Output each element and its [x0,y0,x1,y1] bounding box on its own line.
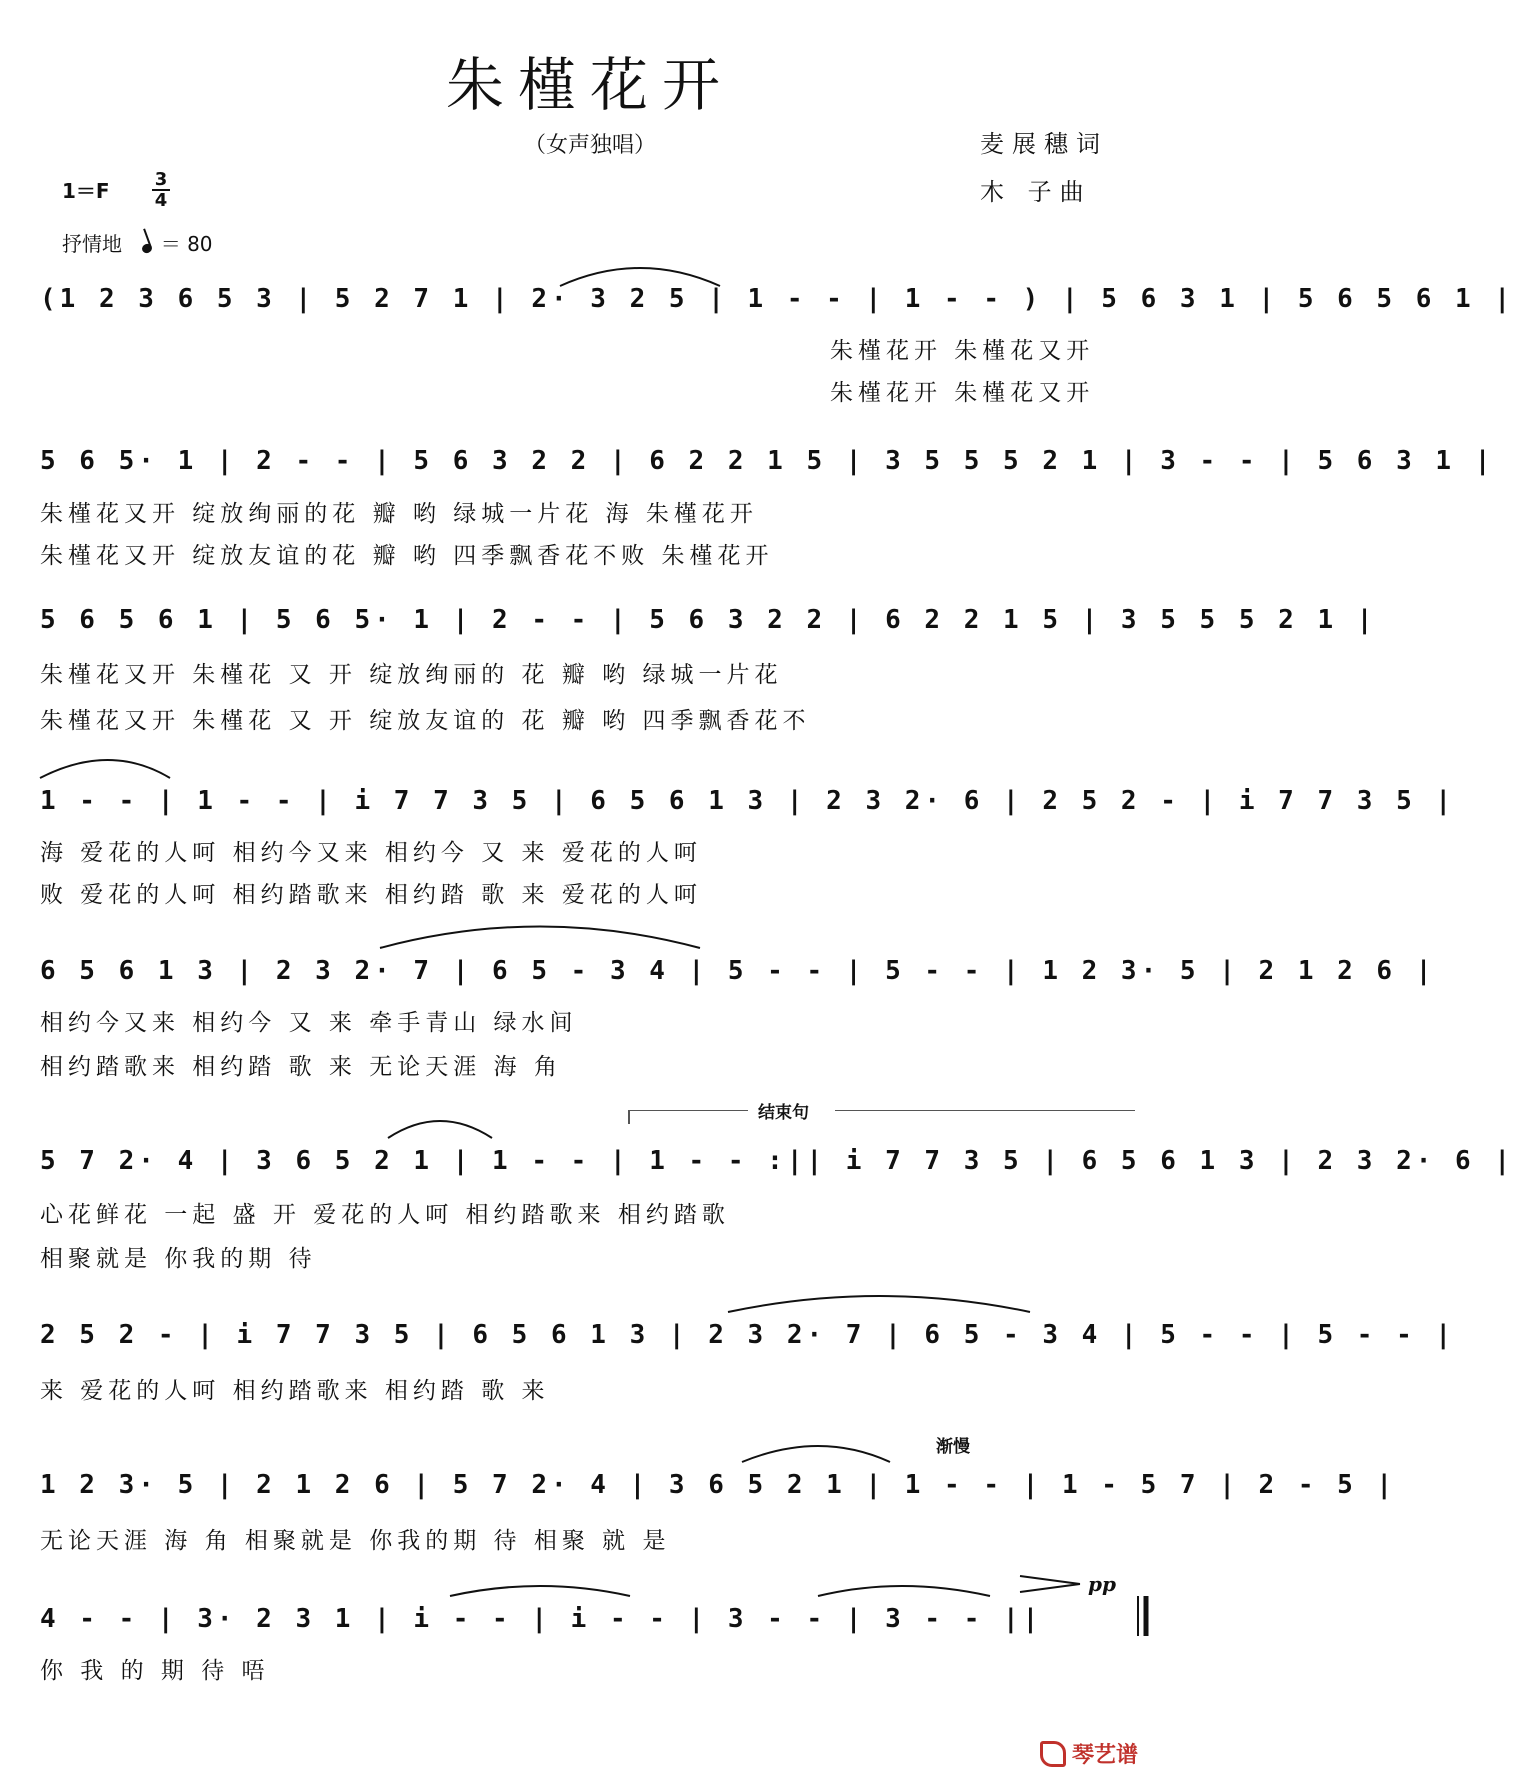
slur-system-4 [40,760,170,778]
system-4-lyric-2: 败 爱花的人呵 相约踏歌来 相约踏 歌 来 爱花的人呵 [40,882,702,908]
system-1-notes: (1 2 3 6 5 3 | 5 2 7 1 | 2· 3 2 5 | 1 - - | 1 - - ) | 5 6 3 1 | 5 6 5 6 1 | [40,284,1514,314]
tempo-expression: 抒情地 [62,232,122,256]
system-4-lyric-1: 海 爱花的人呵 相约今又来 相约今 又 来 爱花的人呵 [40,840,702,866]
system-6-lyric-2: 相聚就是 你我的期 待 [40,1246,317,1272]
slur-system-6 [388,1121,492,1138]
system-1-lyric-1: 朱槿花开 朱槿花又开 [830,338,1095,364]
tie-system-9-b [818,1586,990,1596]
system-9-lyric-1: 你 我 的 期 待 唔 [40,1658,270,1684]
time-signature-top: 3 [154,169,168,190]
system-5-lyric-2: 相约踏歌来 相约踏 歌 来 无论天涯 海 角 [40,1054,562,1080]
subtitle: （女声独唱） [523,133,656,158]
qinyipu-logo-icon [1040,1741,1066,1767]
system-2-lyric-1: 朱槿花又开 绽放绚丽的花 瓣 哟 绿城一片花 海 朱槿花开 [40,501,758,527]
system-3-lyric-1: 朱槿花又开 朱槿花 又 开 绽放绚丽的 花 瓣 哟 绿城一片花 [40,662,783,688]
slur-intro [560,268,720,286]
page-title: 朱槿花开 [445,51,734,119]
slur-system-7 [728,1296,1030,1312]
composer: 木 子曲 [980,178,1092,206]
tie-system-9-a [450,1586,630,1596]
system-2-lyric-2: 朱槿花又开 绽放友谊的花 瓣 哟 四季飘香花不败 朱槿花开 [40,543,774,569]
system-5-lyric-1: 相约今又来 相约今 又 来 牵手青山 绿水间 [40,1010,578,1036]
system-9-notes: 4 - - | 3· 2 3 1 | i - - | i - - | 3 - - | 3 - - || [40,1604,1043,1634]
system-3-notes: 5 6 5 6 1 | 5 6 5· 1 | 2 - - | 5 6 3 2 2 | 6 2 2 1 5 | 3 5 5 5 2 1 | [40,605,1377,635]
key-signature: 1＝F [62,179,110,203]
system-6-notes: 5 7 2· 4 | 3 6 5 2 1 | 1 - - | 1 - - :|| i 7 7 3 5 | 6 5 6 1 3 | 2 3 2· 6 | [40,1146,1514,1176]
lyricist: 麦展穗词 [980,130,1108,158]
slur-system-5 [380,927,700,949]
time-signature-bottom: 4 [154,190,168,211]
system-4-notes: 1 - - | 1 - - | i 7 7 3 5 | 6 5 6 1 3 | 2 3 2· 6 | 2 5 2 - | i 7 7 3 5 | [40,786,1456,816]
tempo-value: ＝ 80 [160,232,213,256]
system-7-notes: 2 5 2 - | i 7 7 3 5 | 6 5 6 1 3 | 2 3 2· 7 | 6 5 - 3 4 | 5 - - | 5 - - | [40,1320,1456,1350]
system-5-notes: 6 5 6 1 3 | 2 3 2· 7 | 6 5 - 3 4 | 5 - - | 5 - - | 1 2 3· 5 | 2 1 2 6 | [40,956,1436,986]
ritardando-label: 渐慢 [936,1437,970,1457]
system-1-lyric-2: 朱槿花开 朱槿花又开 [830,380,1095,406]
decrescendo-hairpin [1020,1576,1080,1592]
dynamic-pp: pp [1088,1572,1116,1596]
system-6-lyric-1: 心花鲜花 一起 盛 开 爱花的人呵 相约踏歌来 相约踏歌 [40,1202,730,1228]
system-3-lyric-2: 朱槿花又开 朱槿花 又 开 绽放友谊的 花 瓣 哟 四季飘香花不 [40,708,811,734]
slur-system-8 [742,1446,890,1462]
watermark-text: 琴艺谱 [1072,1743,1139,1768]
system-8-lyric-1: 无论天涯 海 角 相聚就是 你我的期 待 相聚 就 是 [40,1528,671,1554]
system-7-lyric-1: 来 爱花的人呵 相约踏歌来 相约踏 歌 来 [40,1378,550,1404]
system-8-notes: 1 2 3· 5 | 2 1 2 6 | 5 7 2· 4 | 3 6 5 2 1 | 1 - - | 1 - 5 7 | 2 - 5 | [40,1470,1397,1500]
watermark [1040,1738,1138,1769]
system-2-notes: 5 6 5· 1 | 2 - - | 5 6 3 2 2 | 6 2 2 1 5 | 3 5 5 5 2 1 | 3 - - | 5 6 3 1 | [40,446,1495,476]
ending-label: 结束句 [758,1103,809,1123]
